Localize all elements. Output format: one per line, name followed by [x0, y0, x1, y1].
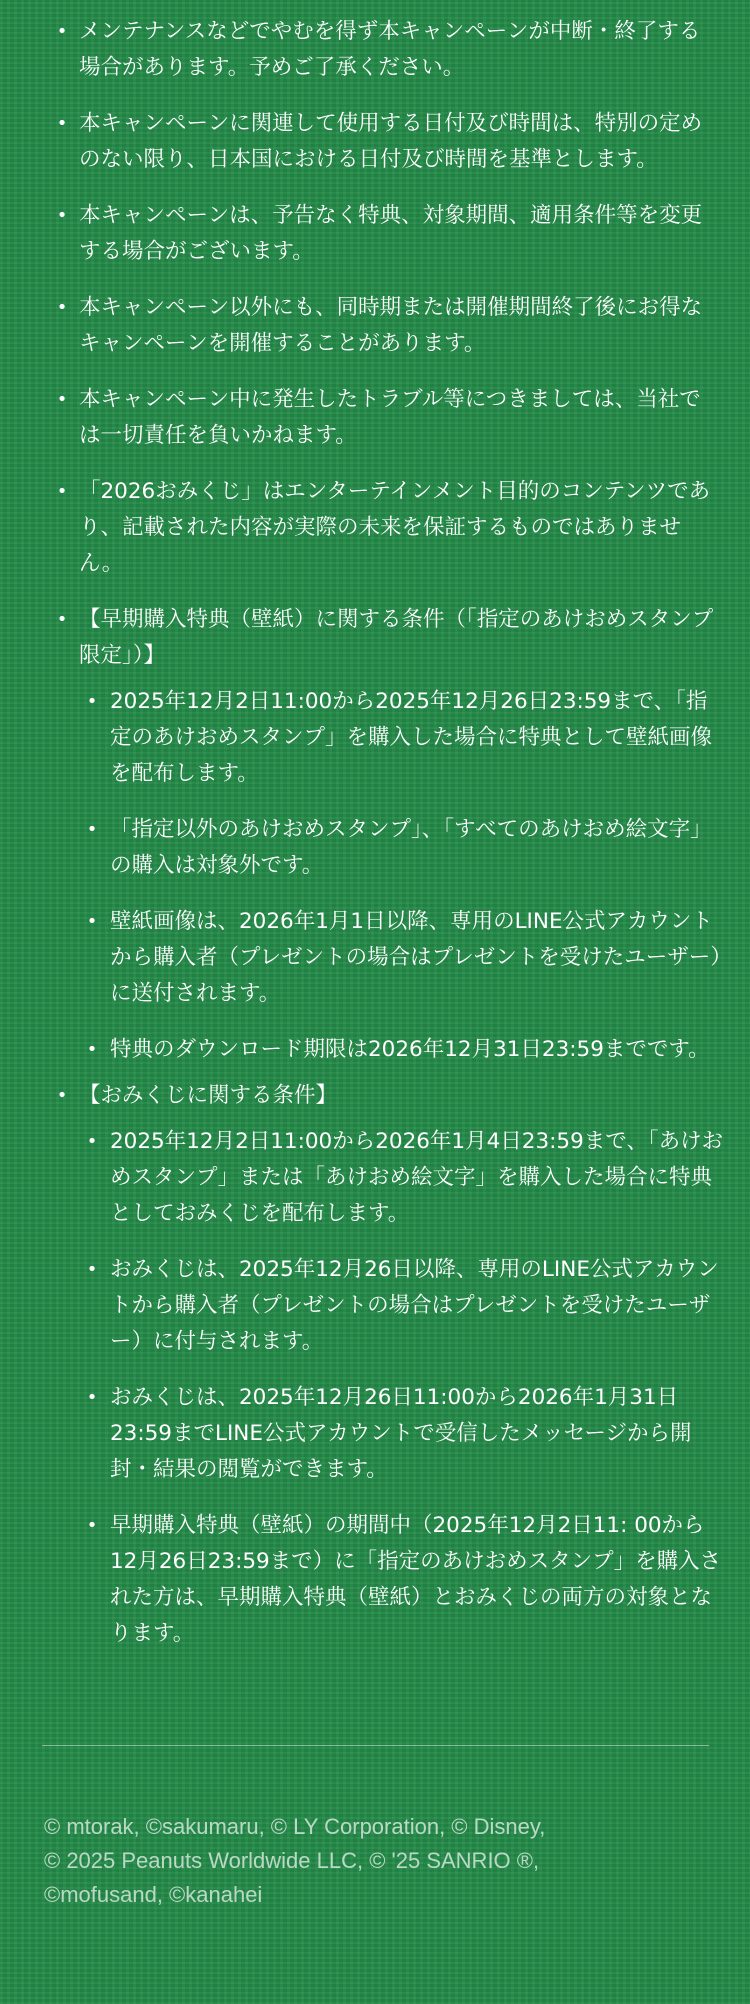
condition-text: 早期購入特典（壁紙）の期間中（2025年12月2日11: 00から12月26日23:59まで）に「指定のあけおめスタンプ」を購入された方は、早期購入特典（壁紙）とおみくじの両方の対象となります。: [110, 1513, 722, 1646]
list-item: [0, 14, 750, 86]
bullet-icon: •: [86, 1259, 98, 1280]
omikuji-section: [0, 1078, 750, 1652]
note-text: メンテナンスなどでやむを得ず本キャンペーンが中断・終了する場合があります。予めご了承ください。: [79, 19, 701, 80]
list-item: [79, 684, 724, 792]
condition-text: おみくじは、2025年12月26日11:00から2026年1月31日23:59までLINE公式アカウントで受信したメッセージから開封・結果の閲覧ができます。: [110, 1385, 692, 1482]
list-item: [79, 1032, 724, 1068]
list-item: [0, 198, 750, 270]
bullet-icon: •: [56, 481, 68, 502]
bullet-icon: •: [86, 819, 98, 840]
condition-text: 2025年12月2日11:00から2026年1月4日23:59まで、「あけおめスタンプ」または「あけおめ絵文字」を購入した場合に特典としておみくじを配布します。: [110, 1129, 724, 1226]
bullet-icon: •: [56, 1085, 68, 1106]
condition-text: おみくじは、2025年12月26日以降、専用のLINE公式アカウントから購入者（プレゼントの場合はプレゼントを受けたユーザー）に付与されます。: [110, 1257, 719, 1354]
bullet-icon: •: [86, 1515, 98, 1536]
notes-list: [0, 14, 750, 1662]
bullet-icon: •: [56, 205, 68, 226]
bullet-icon: •: [56, 21, 68, 42]
condition-text: 2025年12月2日11:00から2025年12月26日23:59まで、「指定のあけおめスタンプ」を購入した場合に特典として壁紙画像を配布します。: [110, 689, 713, 786]
footer-divider: [42, 1745, 709, 1746]
condition-text: 特典のダウンロード期限は2026年12月31日23:59までです。: [110, 1037, 710, 1062]
bullet-icon: •: [56, 297, 68, 318]
copyright-line: ©mofusand, ©kanahei: [44, 1882, 263, 1907]
bullet-icon: •: [86, 1131, 98, 1152]
copyright-line: © 2025 Peanuts Worldwide LLC, © '25 SANRIO ®,: [44, 1848, 540, 1873]
list-item: [79, 812, 724, 884]
bullet-icon: •: [56, 113, 68, 134]
list-item: [79, 1252, 724, 1360]
list-item: [79, 1380, 724, 1488]
note-text: 本キャンペーンに関連して使用する日付及び時間は、特別の定めのない限り、日本国における日付及び時間を基準とします。: [79, 111, 703, 172]
list-item: [0, 290, 750, 362]
bullet-icon: •: [86, 1039, 98, 1060]
copyright-line: © mtorak, ©sakumaru, © LY Corporation, © Disney,: [44, 1814, 546, 1839]
list-item: [0, 106, 750, 178]
bullet-icon: •: [56, 609, 68, 630]
note-text: 本キャンペーン以外にも、同時期または開催期間終了後にお得なキャンペーンを開催することがあります。: [79, 295, 703, 356]
bullet-icon: •: [86, 1387, 98, 1408]
early-purchase-section: [0, 602, 750, 1068]
bullet-icon: •: [56, 389, 68, 410]
condition-text: 壁紙画像は、2026年1月1日以降、専用のLINE公式アカウントから購入者（プレゼントの場合はプレゼントを受けたユーザー）に送付されます。: [110, 909, 722, 1006]
note-text: 本キャンペーン中に発生したトラブル等につきましては、当社では一切責任を負いかねます。: [79, 387, 701, 448]
bullet-icon: •: [86, 911, 98, 932]
list-item: [0, 474, 750, 582]
condition-text: 「指定以外のあけおめスタンプ」、「すべてのあけおめ絵文字」の購入は対象外です。: [110, 817, 712, 878]
list-item: [79, 1508, 724, 1652]
omikuji-list: [79, 1124, 724, 1652]
early-purchase-heading: 【早期購入特典（壁紙）に関する条件（「指定のあけおめスタンプ限定」）】: [79, 607, 714, 668]
list-item: [0, 382, 750, 454]
note-text: 「2026おみくじ」はエンターテインメント目的のコンテンツであり、記載された内容が実際の未来を保証するものではありません。: [79, 479, 711, 576]
list-item: [79, 904, 724, 1012]
bullet-icon: •: [86, 691, 98, 712]
early-purchase-list: [79, 684, 722, 1068]
omikuji-heading: 【おみくじに関する条件】: [79, 1083, 338, 1108]
list-item: [79, 1124, 724, 1232]
note-text: 本キャンペーンは、予告なく特典、対象期間、適用条件等を変更する場合がございます。: [79, 203, 703, 264]
copyright-notice: [44, 1810, 724, 1912]
